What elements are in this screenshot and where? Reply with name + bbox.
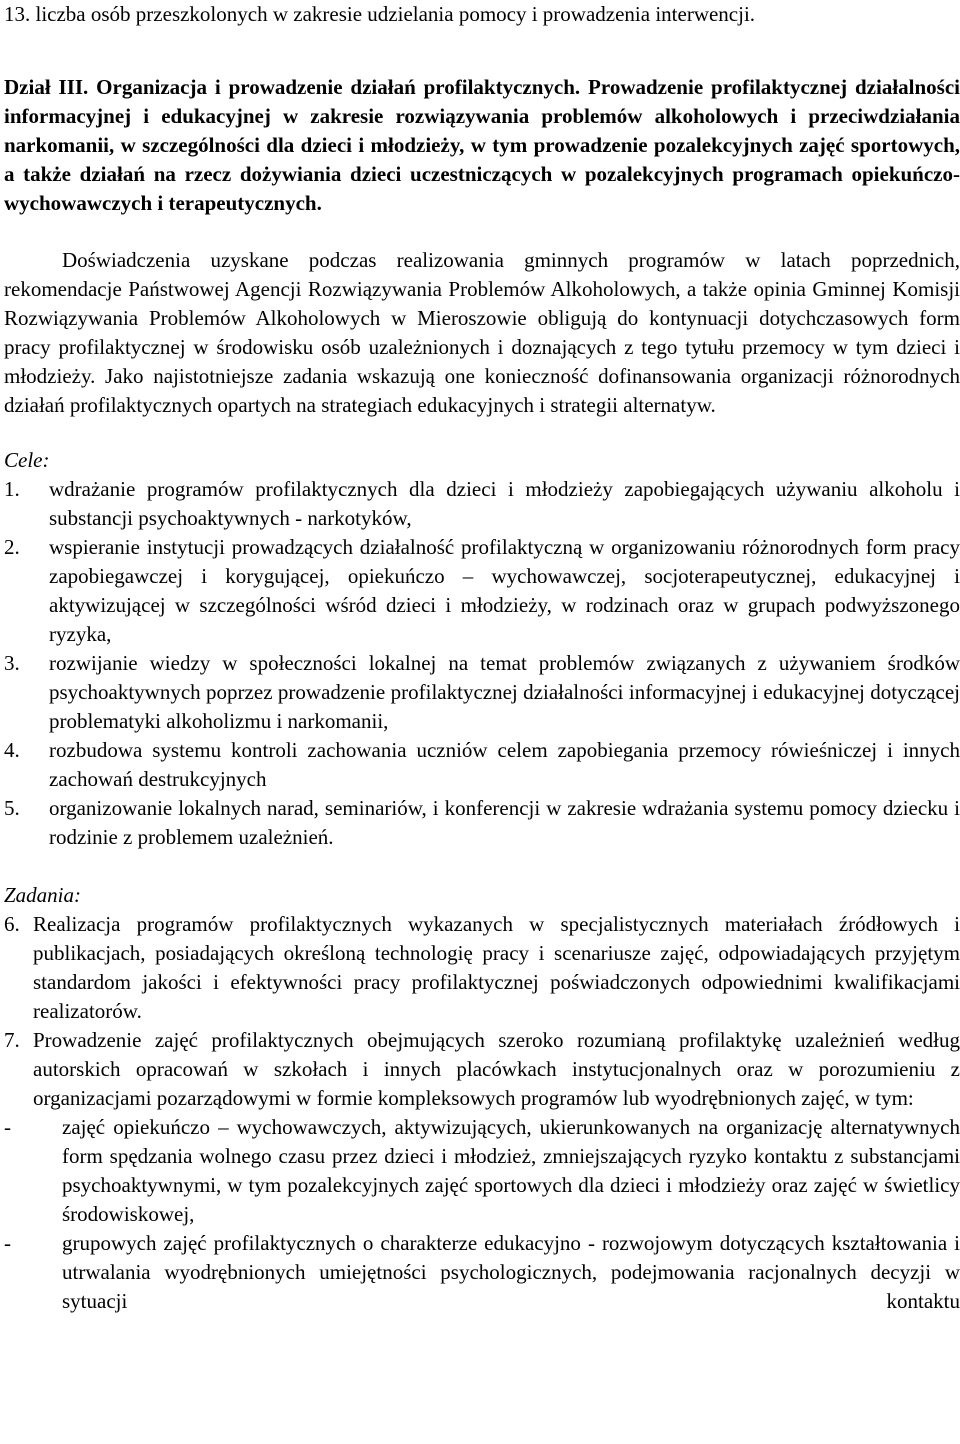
section-body: Prowadzenie profilaktycznej działalności informacyjnej i edukacyjnej w zakresie rozwiązywania problemów alkoholowych i przeciwdziałania narkomanii, w szczególności dla dzieci i młodzieży, w tym prowadzenie pozalekcyjnych zajęć sportowych, a także działań na rzecz dożywiania dzieci uczestniczących w pozalekcyjnych programach opiekuńczo-wychowawczych i terapeutycznych.	[4, 75, 960, 215]
task-item-7	[4, 1026, 960, 1113]
task-text: Realizacja programów profilaktycznych wykazanych w specjalistycznych materiałach źródłowych i publikacjach, posiadających określoną technologię pracy i scenariusze zajęć, odpowiadających przyjętym standardom jakości i efektywności pracy profilaktycznej poświadczonych odpowiednimi kwalifikacjami realizatorów.	[33, 912, 960, 1023]
goal-item-3	[4, 649, 960, 736]
dash-bullet: -	[4, 1231, 11, 1255]
task-subitem-text: grupowych zajęć profilaktycznych o charakterze edukacyjno - rozwojowym dotyczących kształtowania i utrwalania wyodrębnionych umiejętności psychologicznych, podejmowania racjonalnych decyzji w sytuacji kontaktu	[62, 1231, 960, 1313]
task-text: Prowadzenie zajęć profilaktycznych obejmujących szeroko rozumianą profilaktykę uzależnień według autorskich opracowań w szkołach i innych placówkach instytucjonalnych oraz w porozumieniu z organizacjami pozarządowymi w formie kompleksowych programów lub wyodrębnionych zajęć, w tym:	[33, 1028, 960, 1110]
goal-text: wspieranie instytucji prowadzących działalność profilaktyczną w organizowaniu różnorodnych form pracy zapobiegawczej i korygującej, opiekuńczo – wychowawczej, socjoterapeutycznej, edukacyjnej i aktywizującej w szczególności wśród dzieci i młodzieży, w rodzinach oraz w grupach podwyższonego ryzyka,	[49, 535, 960, 646]
goal-item-1	[4, 475, 960, 533]
task-subitem-2	[4, 1229, 960, 1316]
goal-text: wdrażanie programów profilaktycznych dla dzieci i młodzieży zapobiegających używaniu alkoholu i substancji psychoaktywnych - narkotyków,	[49, 477, 960, 530]
task-item-6	[4, 910, 960, 1026]
goal-text: rozwijanie wiedzy w społeczności lokalnej na temat problemów związanych z używaniem środków psychoaktywnych poprzez prowadzenie profilaktycznej działalności informacyjnej i edukacyjnej dotyczącej problematyki alkoholizmu i narkomanii,	[49, 651, 960, 733]
goal-number: 1.	[4, 477, 20, 501]
section-heading: Dział III. Organizacja i prowadzenie działań profilaktycznych.	[4, 75, 581, 99]
goals-list	[4, 475, 960, 852]
goal-item-5	[4, 794, 960, 852]
goal-item-2	[4, 533, 960, 649]
tasks-list	[4, 910, 960, 1113]
goal-number: 2.	[4, 535, 20, 559]
task-subitem-text: zajęć opiekuńczo – wychowawczych, aktywizujących, ukierunkowanych na organizację alternatywnych form spędzania wolnego czasu przez dzieci i młodzież, zmniejszających ryzyko kontaktu z substancjami psychoaktywnymi, w tym pozalekcyjnych zajęć sportowych dla dzieci i młodzieży oraz zajęć w świetlicy środowiskowej,	[62, 1115, 960, 1226]
body-paragraph: Doświadczenia uzyskane podczas realizowania gminnych programów w latach poprzednich, rekomendacje Państwowej Agencji Rozwiązywania Problemów Alkoholowych, a także opinia Gminnej Komisji Rozwiązywania Problemów Alkoholowych w Mieroszowie obligują do kontynuacji dotychczasowych form pracy profilaktycznej w środowisku osób uzależnionych i doznających z tego tytułu przemocy w tym dzieci i młodzieży. Jako najistotniejsze zadania wskazują one konieczność dofinansowania organizacji różnorodnych działań profilaktycznych opartych na strategiach edukacyjnych i strategii alternatyw.	[4, 248, 960, 417]
goal-number: 3.	[4, 651, 20, 675]
goal-text: organizowanie lokalnych narad, seminariów, i konferencji w zakresie wdrażania systemu pomocy dziecku i rodzinie z problemem uzależnień.	[49, 796, 960, 849]
goal-number: 5.	[4, 796, 20, 820]
goals-heading: Cele:	[4, 448, 50, 472]
task-number: 6.	[4, 912, 20, 936]
task-subitems-list	[4, 1113, 960, 1316]
goal-item-4	[4, 736, 960, 794]
task-subitem-1	[4, 1113, 960, 1229]
dash-bullet: -	[4, 1115, 11, 1139]
intro-item-13: 13. liczba osób przeszkolonych w zakresie udzielania pomocy i prowadzenia interwencji.	[4, 2, 756, 26]
task-number: 7.	[4, 1028, 20, 1052]
goal-number: 4.	[4, 738, 20, 762]
section-block	[4, 73, 960, 218]
goal-text: rozbudowa systemu kontroli zachowania uczniów celem zapobiegania przemocy rówieśniczej i innych zachowań destrukcyjnych	[49, 738, 960, 791]
tasks-heading: Zadania:	[4, 883, 82, 907]
